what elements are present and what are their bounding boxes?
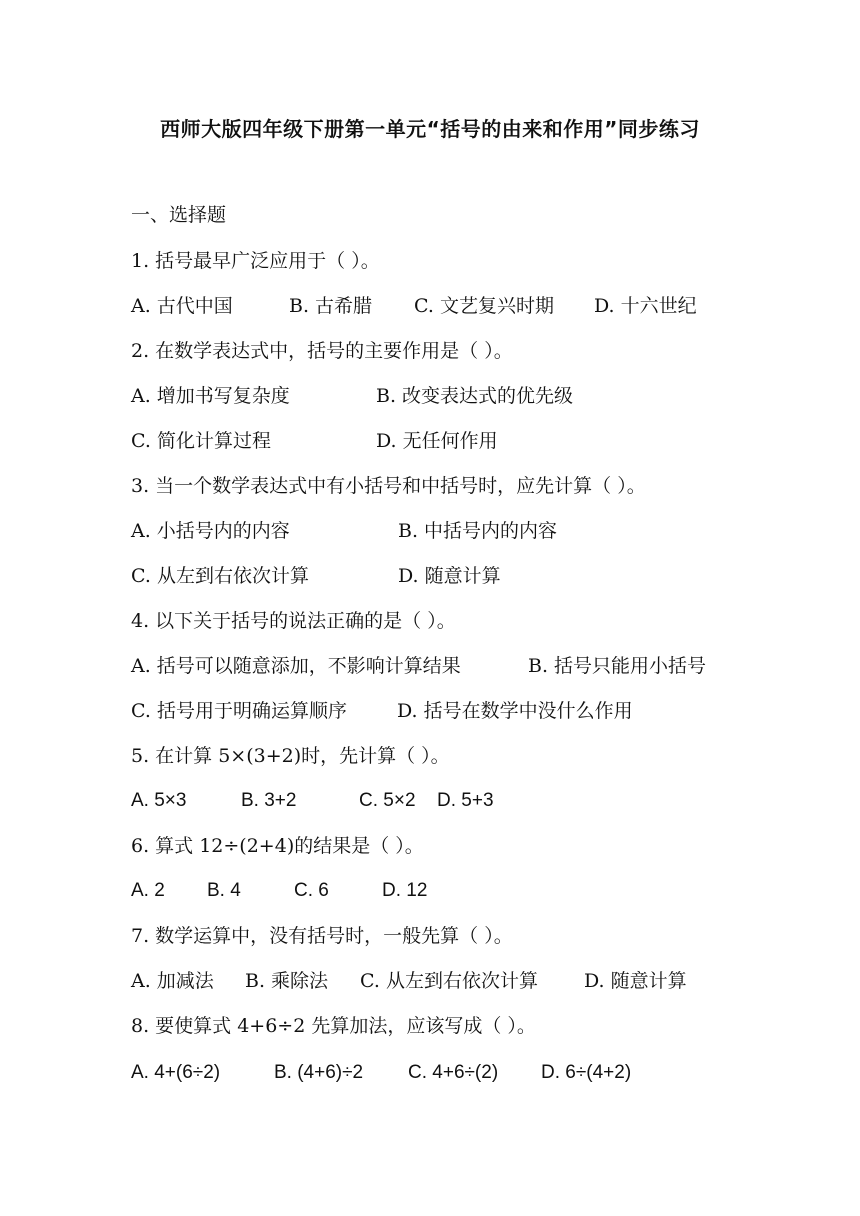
question-4-stem: 4. 以下关于括号的说法正确的是（ ）。 [131, 610, 456, 632]
option-a: A. 增加书写复杂度 [131, 385, 290, 407]
page-title: 西师大版四年级下册第一单元“括号的由来和作用”同步练习 [160, 117, 700, 141]
option-d: D. 6÷(4+2) [541, 1062, 632, 1083]
option-c: C. 括号用于明确运算顺序 [131, 700, 347, 722]
option-c: C. 从左到右依次计算 [131, 565, 309, 587]
option-a: A. 古代中国 [131, 295, 233, 317]
option-c: C. 简化计算过程 [131, 430, 271, 452]
option-b: B. 中括号内的内容 [398, 520, 558, 542]
question-2-stem: 2. 在数学表达式中，括号的主要作用是（ ）。 [131, 340, 513, 362]
option-c: C. 文艺复兴时期 [414, 295, 554, 317]
option-b: B. (4+6)÷2 [274, 1062, 364, 1083]
option-b: B. 古希腊 [289, 295, 373, 317]
question-6-stem: 6. 算式 12÷(2+4)的结果是（ ）。 [131, 835, 424, 857]
option-b: B. 4 [207, 880, 241, 901]
option-c: C. 5×2 [359, 790, 416, 811]
option-c: C. 6 [294, 880, 329, 901]
option-a: A. 4+(6÷2) [131, 1062, 221, 1083]
option-d: D. 随意计算 [398, 565, 501, 587]
option-d: D. 无任何作用 [376, 430, 498, 452]
option-a: A. 5×3 [131, 790, 187, 811]
question-7-stem: 7. 数学运算中，没有括号时，一般先算（ ）。 [131, 925, 513, 947]
option-d: D. 十六世纪 [594, 295, 697, 317]
question-8-stem: 8. 要使算式 4+6÷2 先算加法，应该写成（ ）。 [131, 1015, 536, 1037]
option-d: D. 5+3 [437, 790, 494, 811]
option-b: B. 乘除法 [245, 970, 329, 992]
question-1-stem: 1. 括号最早广泛应用于（ ）。 [131, 250, 380, 272]
option-d: D. 括号在数学中没什么作用 [397, 700, 633, 722]
option-a: A. 加减法 [131, 970, 214, 992]
option-a: A. 2 [131, 880, 165, 901]
question-5-stem: 5. 在计算 5×(3+2)时，先计算（ ）。 [131, 745, 450, 767]
option-a: A. 括号可以随意添加，不影响计算结果 [131, 655, 461, 677]
section-heading: 一、选择题 [131, 204, 227, 226]
option-b: B. 括号只能用小括号 [528, 655, 707, 677]
option-a: A. 小括号内的内容 [131, 520, 290, 542]
question-3-stem: 3. 当一个数学表达式中有小括号和中括号时，应先计算（ ）。 [131, 475, 646, 497]
option-b: B. 改变表达式的优先级 [376, 385, 574, 407]
option-d: D. 12 [382, 880, 428, 901]
option-d: D. 随意计算 [584, 970, 687, 992]
option-c: C. 4+6÷(2) [408, 1062, 499, 1083]
option-c: C. 从左到右依次计算 [360, 970, 538, 992]
option-b: B. 3+2 [241, 790, 297, 811]
